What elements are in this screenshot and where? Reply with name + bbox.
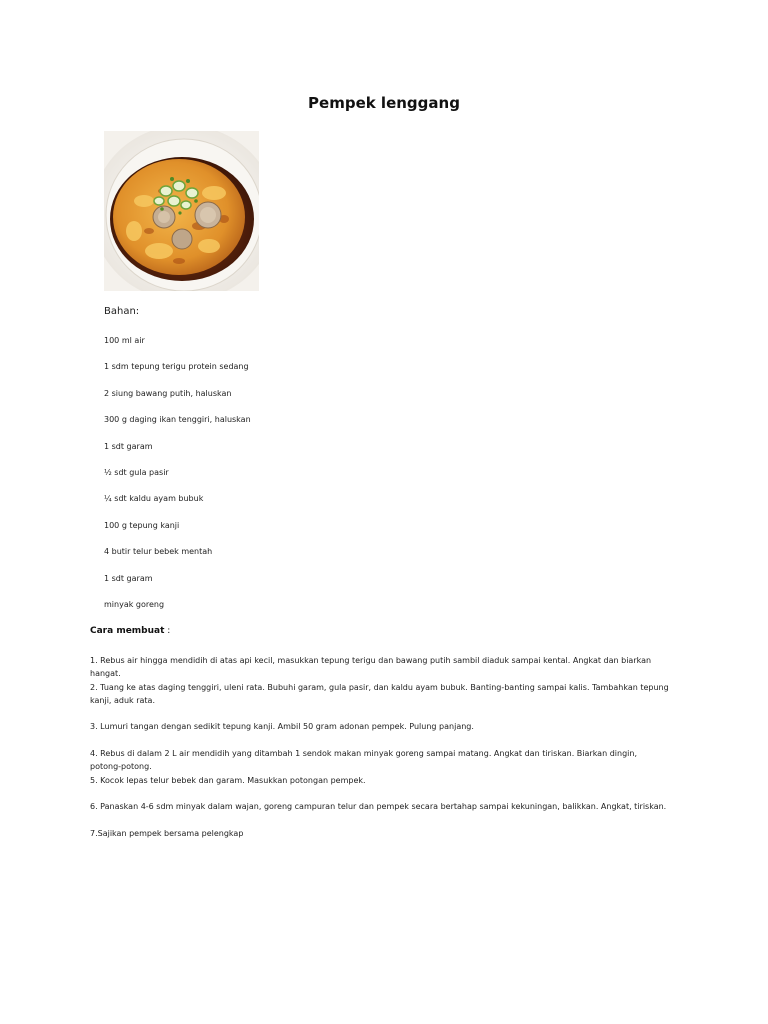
ingredient-item: 300 g daging ikan tenggiri, haluskan [104,415,251,424]
ingredients-heading [104,306,139,317]
method-step: 7.Sajikan pempek bersama pelengkap [90,829,244,838]
method-step: 2. Tuang ke atas daging tenggiri, uleni rata. Bubuhi garam, gula pasir, dan kaldu ayam bubuk. Banting-banting sampai kalis. Tambahkan tepung kanji, aduk rata. [90,683,669,705]
method-heading [90,626,170,636]
method-step: 4. Rebus di dalam 2 L air mendidih yang ditambah 1 sendok makan minyak goreng sampai matang. Angkat dan tiriskan. Biarkan dingin, potong-potong. [90,749,637,771]
ingredient-item: 2 siung bawang putih, haluskan [104,389,232,398]
method-heading-text: Cara membuat [90,626,165,636]
ingredient-item: 1 sdt garam [104,442,153,451]
method-step: 5. Kocok lepas telur bebek dan garam. Masukkan potongan pempek. [90,776,366,785]
ingredient-item: minyak goreng [104,600,165,609]
page-title: Pempek lenggang [308,94,460,112]
ingredient-item: ½ sdt gula pasir [104,468,169,477]
ingredient-item: 100 ml air [104,336,145,345]
ingredients-heading-text: Bahan [104,306,136,317]
method-step: 3. Lumuri tangan dengan sedikit tepung kanji. Ambil 50 gram adonan pempek. Pulung panjang. [90,722,474,731]
ingredient-item: 4 butir telur bebek mentah [104,547,213,556]
pempek-lenggang-photo [104,131,259,291]
ingredients-heading-colon: : [135,306,140,317]
method-heading-colon: : [164,626,171,636]
ingredient-item: 100 g tepung kanji [104,521,180,530]
method-step: 1. Rebus air hingga mendidih di atas api kecil, masukkan tepung terigu dan bawang putih sambil diaduk sampai kental. Angkat dan biarkan hangat. [90,656,652,678]
method-step: 6. Panaskan 4-6 sdm minyak dalam wajan, goreng campuran telur dan pempek secara bertahap sampai kekuningan, balikkan. Angkat, tiriskan. [90,802,667,811]
ingredient-item: ¼ sdt kaldu ayam bubuk [104,494,204,503]
ingredient-item: 1 sdt garam [104,574,153,583]
ingredient-item: 1 sdm tepung terigu protein sedang [104,362,249,371]
